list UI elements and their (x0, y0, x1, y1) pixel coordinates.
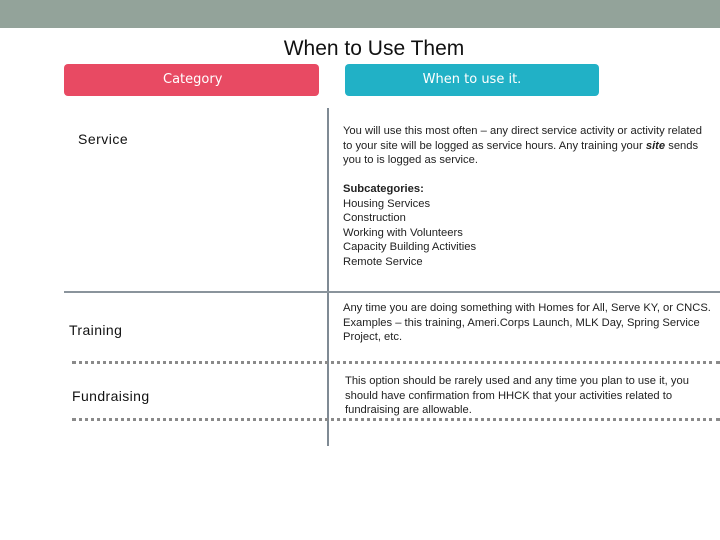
category-training: Training (69, 322, 123, 338)
slide-title: When to Use Them (283, 37, 465, 60)
category-header: Category (64, 64, 319, 96)
category-service: Service (78, 131, 129, 147)
row-divider (64, 291, 720, 293)
subcategory-item: Capacity Building Activities (343, 241, 477, 253)
subcategories-title: Subcategories: (343, 183, 424, 195)
subcategory-item: Construction (343, 212, 406, 224)
training-desc-line: Any time you are doing something with Homes for All, Serve KY, or CNCS. (343, 302, 711, 314)
row-divider-dotted (72, 418, 720, 421)
column-divider (327, 108, 329, 446)
category-fundraising: Fundraising (72, 388, 150, 404)
service-description (343, 124, 713, 168)
service-desc-text: You will use this most often – any direct service activity or activity related to your site will be logged as service hours. Any training your (343, 125, 702, 152)
training-examples: Examples – this training, Ameri.Corps Launch, MLK Day, Spring Service Project, etc. (343, 316, 700, 343)
subcategory-item: Remote Service (343, 255, 423, 268)
service-desc-text-end: sends you to is logged as service. (343, 139, 699, 166)
when-to-use-header: When to use it. (345, 64, 599, 96)
row-divider-dotted (72, 361, 720, 364)
service-desc-emphasis: site (645, 139, 666, 152)
fundraising-description (345, 374, 705, 418)
top-accent-bar (0, 0, 720, 28)
subcategory-item: Working with Volunteers (343, 226, 463, 239)
fundraising-desc-text: This option should be rarely used and any time you plan to use it, you should have confirmation from HHCK that your activities related to fundraising are allowable. (345, 375, 689, 416)
subcategory-item: Housing Services (343, 197, 431, 210)
training-description (343, 301, 713, 345)
subcategories-list (343, 182, 643, 269)
